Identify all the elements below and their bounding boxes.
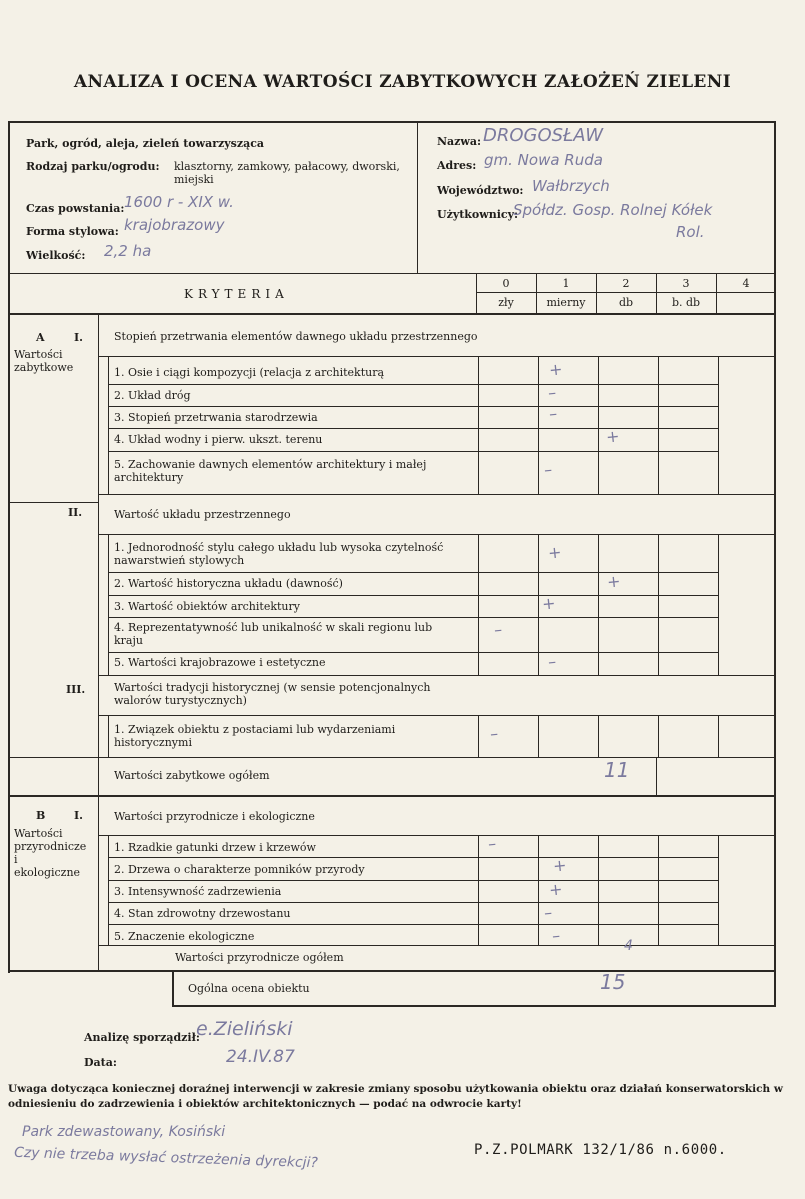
grid-col bbox=[538, 835, 539, 945]
mark-a2-5: – bbox=[547, 651, 557, 672]
park-label-text: Park, ogród, aleja, zieleń towarzysząca bbox=[26, 137, 265, 150]
scale-num-4: 4 bbox=[742, 277, 750, 290]
grid-col bbox=[658, 715, 659, 757]
group2-item-4: 4. Reprezentatywność lub unikalność w skali regionu lub kraju bbox=[114, 621, 433, 647]
row-line bbox=[108, 617, 718, 618]
rodzaj-options: klasztorny, zamkowy, pałacowy, dworski, miejski bbox=[174, 160, 400, 186]
overall-label: Ogólna ocena obiektu bbox=[188, 982, 310, 995]
nazwa-label: Nazwa: bbox=[437, 135, 482, 148]
wojewodztwo-value: Wałbrzych bbox=[532, 177, 610, 195]
mark-a1-4: + bbox=[605, 426, 621, 447]
grid-col bbox=[478, 356, 479, 494]
group3-roman: III. bbox=[66, 683, 86, 696]
scale-num-2: 2 bbox=[622, 277, 630, 290]
section-a-name: Wartości zabytkowe bbox=[14, 348, 74, 374]
scale-num-1: 1 bbox=[562, 277, 570, 290]
analiza-label: Analizę sporządził: bbox=[84, 1031, 200, 1044]
section-b-items-end bbox=[98, 945, 776, 946]
scale-num-3: 3 bbox=[682, 277, 690, 290]
group1-end-line bbox=[98, 494, 776, 495]
section-b-roman: I. bbox=[74, 809, 83, 822]
overall-bottom-line bbox=[172, 1005, 776, 1007]
handwritten-note-2: Czy nie trzeba wysłać ostrzeżenia dyrekcji? bbox=[13, 1144, 319, 1172]
grid-col bbox=[538, 356, 539, 494]
grid-col bbox=[478, 534, 479, 675]
grid-left-4 bbox=[108, 835, 109, 945]
group2-roman: II. bbox=[68, 506, 83, 519]
mark-b-1: – bbox=[487, 833, 497, 854]
overall-value: 15 bbox=[600, 970, 626, 994]
row-line bbox=[108, 572, 718, 573]
section-b-total-value: 4 bbox=[624, 938, 633, 954]
print-code: P.Z.POLMARK 132/1/86 n.6000. bbox=[474, 1142, 727, 1158]
kryteria-label: KRYTERIA bbox=[184, 287, 289, 301]
uzytkownicy-value: Spółdz. Gosp. Rolnej Kółek bbox=[513, 201, 713, 219]
wielkosc-label: Wielkość: bbox=[26, 249, 86, 262]
left-border bbox=[8, 121, 10, 973]
overall-left-line bbox=[172, 970, 174, 1006]
nazwa-value: DROGOSŁAW bbox=[483, 125, 603, 146]
group2-item-2: 2. Wartość historyczna układu (dawność) bbox=[114, 577, 343, 590]
grid-col bbox=[658, 534, 659, 675]
row-line bbox=[108, 924, 718, 925]
adres-label: Adres: bbox=[437, 159, 477, 172]
row-line bbox=[108, 880, 718, 881]
grid-left-1 bbox=[108, 356, 109, 494]
section-b-item-4: 4. Stan zdrowotny drzewostanu bbox=[114, 907, 291, 920]
grid-col bbox=[478, 835, 479, 945]
signature: e.Zieliński bbox=[196, 1018, 293, 1040]
forma-value: krajobrazowy bbox=[124, 216, 225, 234]
forma-label: Forma stylowa: bbox=[26, 225, 119, 238]
wielkosc-value: 2,2 ha bbox=[104, 242, 152, 260]
mark-a1-3: – bbox=[548, 403, 558, 424]
uzytkownicy-label: Użytkownicy: bbox=[437, 208, 519, 221]
wojewodztwo-label: Województwo: bbox=[437, 184, 524, 197]
group3-title-line bbox=[98, 715, 776, 716]
mark-a2-4: – bbox=[493, 619, 503, 640]
scale-label-1: mierny bbox=[546, 296, 586, 309]
criteria-left-line bbox=[98, 313, 99, 971]
scale-label-3: b. db bbox=[671, 296, 701, 309]
row-line bbox=[108, 428, 718, 429]
right-border bbox=[774, 121, 776, 1007]
section-b-end-line bbox=[8, 970, 776, 972]
mark-b-5: – bbox=[551, 925, 561, 946]
uwaga-note: Uwaga dotycząca koniecznej doraźnej interwencji w zakresie zmiany sposobu użytkowania obiektu oraz działań konserwatorskich w odniesieniu do zadrzewienia i obiektów architektonicznych — podać na odwrocie karty! bbox=[8, 1083, 783, 1110]
group3-title: Wartości tradycji historycznej (w sensie potencjonalnych walorów turystycznych) bbox=[114, 681, 431, 707]
hidden-line bbox=[8, 502, 98, 503]
header-divider bbox=[417, 121, 418, 273]
group2-item-3: 3. Wartość obiektów architektury bbox=[114, 600, 300, 613]
section-b-title-line bbox=[98, 835, 776, 836]
mark-a2-1: + bbox=[547, 542, 563, 563]
section-a-letter: A bbox=[36, 331, 45, 344]
grid-col bbox=[598, 534, 599, 675]
group1-item-1: 1. Osie i ciągi kompozycji (relacja z architekturą bbox=[114, 366, 385, 379]
section-a-total-label: Wartości zabytkowe ogółem bbox=[114, 769, 270, 782]
row-line bbox=[108, 384, 718, 385]
grid-col bbox=[718, 715, 719, 757]
uzytkownicy-value-2: Rol. bbox=[676, 223, 705, 241]
grid-col bbox=[718, 835, 719, 945]
mark-a1-2: – bbox=[547, 382, 557, 403]
row-line bbox=[108, 451, 718, 452]
mark-b-4: – bbox=[543, 902, 553, 923]
czas-label: Czas powstania: bbox=[26, 202, 125, 215]
section-b-letter: B bbox=[36, 809, 46, 822]
grid-col bbox=[718, 534, 719, 675]
group1-item-2: 2. Układ dróg bbox=[114, 389, 191, 402]
group3-end-line bbox=[8, 757, 776, 758]
grid-col bbox=[538, 715, 539, 757]
section-b-item-5: 5. Znaczenie ekologiczne bbox=[114, 930, 255, 943]
group2-end-line bbox=[98, 675, 776, 676]
section-b-name: Wartości przyrodnicze i ekologiczne bbox=[14, 827, 87, 879]
group2-item-5: 5. Wartości krajobrazowe i estetyczne bbox=[114, 656, 326, 669]
group2-title: Wartość układu przestrzennego bbox=[114, 508, 291, 521]
scale-label-2: db bbox=[618, 296, 634, 309]
data-label: Data: bbox=[84, 1056, 117, 1069]
park-label bbox=[26, 137, 264, 150]
section-b-item-3: 3. Intensywność zadrzewienia bbox=[114, 885, 282, 898]
group3-item-1: 1. Związek obiektu z postaciami lub wydarzeniami historycznymi bbox=[114, 723, 396, 749]
mark-b-2: + bbox=[552, 855, 568, 876]
group2-title-line bbox=[98, 534, 776, 535]
form-title: ANALIZA I OCENA WARTOŚCI ZABYTKOWYCH ZAŁOŻEŃ ZIELENI bbox=[73, 72, 732, 92]
grid-col bbox=[478, 715, 479, 757]
grid-col bbox=[538, 534, 539, 675]
mark-a1-5: – bbox=[543, 459, 553, 480]
rodzaj-label: Rodzaj parku/ogrodu: bbox=[26, 160, 160, 173]
group2-item-1: 1. Jednorodność stylu całego układu lub wysoka czytelność nawarstwień stylowych bbox=[114, 541, 444, 567]
section-b-item-1: 1. Rzadkie gatunki drzew i krzewów bbox=[114, 841, 316, 854]
row-line bbox=[108, 902, 718, 903]
mark-a3-1: – bbox=[489, 723, 499, 744]
row-line bbox=[108, 406, 718, 407]
kryteria-bottom-line bbox=[8, 313, 776, 315]
row-line bbox=[108, 857, 718, 858]
row-line bbox=[108, 595, 718, 596]
section-b-total-label: Wartości przyrodnicze ogółem bbox=[175, 951, 344, 964]
grid-col bbox=[598, 835, 599, 945]
header-top-border bbox=[8, 121, 776, 123]
total-a-divider bbox=[656, 757, 657, 795]
group1-item-3: 3. Stopień przetrwania starodrzewia bbox=[114, 411, 318, 424]
mark-a2-2: + bbox=[606, 571, 622, 592]
section-b-group-title: Wartości przyrodnicze i ekologiczne bbox=[114, 810, 315, 823]
czas-value: 1600 r - XIX w. bbox=[124, 193, 234, 211]
grid-col bbox=[598, 715, 599, 757]
section-a-roman: I. bbox=[74, 331, 83, 344]
mark-a1-1: + bbox=[548, 359, 564, 380]
section-a-total-value: 11 bbox=[604, 758, 630, 782]
mark-a2-3: + bbox=[541, 593, 557, 614]
grid-col bbox=[658, 356, 659, 494]
handwritten-note-1: Park zdewastowany, Kosiński bbox=[22, 1124, 226, 1140]
grid-col bbox=[658, 835, 659, 945]
group1-title: Stopień przetrwania elementów dawnego układu przestrzennego bbox=[114, 330, 478, 343]
scale-label-0: zły bbox=[498, 296, 514, 309]
grid-col bbox=[718, 356, 719, 494]
scale-num-0: 0 bbox=[502, 277, 510, 290]
grid-left-2 bbox=[108, 534, 109, 675]
scale-mid-line bbox=[476, 292, 776, 293]
group1-item-5: 5. Zachowanie dawnych elementów architektury i małej architektury bbox=[114, 458, 427, 484]
adres-value: gm. Nowa Ruda bbox=[484, 151, 603, 169]
row-line bbox=[108, 652, 718, 653]
section-b-item-2: 2. Drzewa o charakterze pomników przyrody bbox=[114, 863, 365, 876]
grid-left-3 bbox=[108, 715, 109, 757]
group1-item-4: 4. Układ wodny i pierw. ukszt. terenu bbox=[114, 433, 323, 446]
data-value: 24.IV.87 bbox=[226, 1047, 295, 1067]
header-bottom-border bbox=[8, 273, 776, 274]
grid-col bbox=[598, 356, 599, 494]
group1-title-line bbox=[98, 356, 776, 357]
section-a-end-line bbox=[8, 795, 776, 797]
mark-b-3: + bbox=[548, 879, 564, 900]
